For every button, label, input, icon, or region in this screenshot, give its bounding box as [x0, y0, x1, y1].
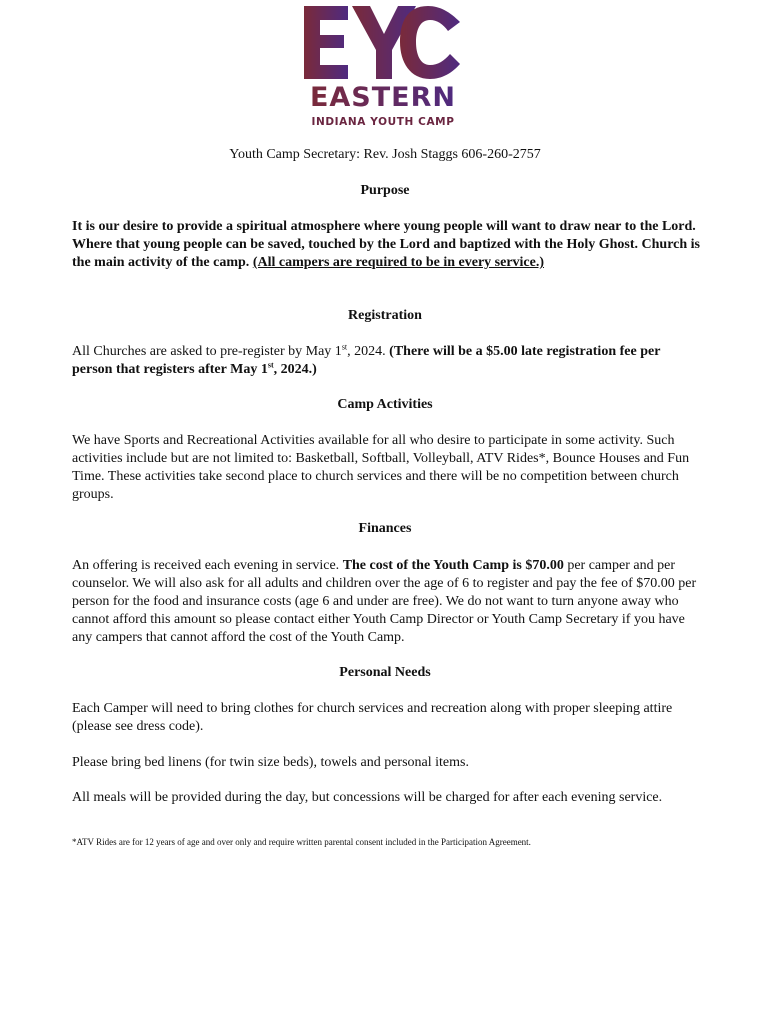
finances-text-a: An offering is received each evening in service. [72, 558, 343, 573]
purpose-text: It is our desire to provide a spiritual atmosphere where young people will want to draw near to the Lord. Where that young people can be saved, touched by the Lord and baptized with the Holy Ghost. Church is the main activity of the camp. [72, 219, 700, 270]
finances-paragraph [72, 557, 702, 647]
registration-sup-a: st [341, 342, 348, 352]
atv-footnote: *ATV Rides are for 12 years of age and over only and require written parental consent included in the Participation Agreement. [72, 837, 531, 847]
late-fee-sup: st [267, 360, 274, 370]
personal-needs-heading: Personal Needs [339, 665, 431, 680]
late-fee-text-b: , 2024.) [273, 362, 317, 377]
logo-graphic [300, 4, 466, 128]
finances-heading: Finances [358, 521, 412, 536]
activities-paragraph: We have Sports and Recreational Activities available for all who desire to participate in some activity. Such activities include but are not limited to: Basketball, Softball, Volleyball, ATV Rides*, Bounce Houses and Fun Time. These activities take second place to church services and there will be no competition between church groups. [72, 433, 690, 502]
purpose-paragraph [72, 218, 702, 272]
activities-heading: Camp Activities [337, 397, 433, 412]
logo-word: EASTERN [309, 82, 457, 113]
registration-paragraph [72, 343, 702, 379]
secretary-line: Youth Camp Secretary: Rev. Josh Staggs 606-260-2757 [229, 147, 541, 162]
eiyc-logo [300, 4, 466, 128]
personal-needs-p2: Please bring bed linens (for twin size beds), towels and personal items. [72, 755, 469, 770]
logo-subtitle: INDIANA YOUTH CAMP [311, 116, 455, 128]
registration-text-b: , 2024. [347, 344, 390, 359]
personal-needs-p3: All meals will be provided during the day, but concessions will be charged for after each evening service. [72, 790, 663, 805]
registration-text-a: All Churches are asked to pre-register by May 1 [72, 344, 342, 359]
purpose-heading: Purpose [360, 183, 410, 198]
registration-heading: Registration [348, 308, 422, 323]
finances-text-b: per camper and per counselor. We will also ask for all adults and children over the age of 6 to register and pay the fee of $70.00 per person for the food and insurance costs (age 6 and under are free). We do not want to turn anyone away who cannot afford this amount so please contact either Youth Camp Director or Youth Camp Secretary if you have any campers that cannot afford the cost of the Youth Camp. [72, 558, 697, 645]
personal-needs-p1: Each Camper will need to bring clothes for church services and recreation along with proper sleeping attire (please see dress code). [72, 701, 673, 734]
late-fee-text-a: (There will be a $5.00 late registration fee per person that registers after May 1 [72, 344, 661, 377]
camp-cost: The cost of the Youth Camp is $70.00 [342, 558, 564, 573]
purpose-required-note: (All campers are required to be in every service.) [252, 255, 545, 270]
